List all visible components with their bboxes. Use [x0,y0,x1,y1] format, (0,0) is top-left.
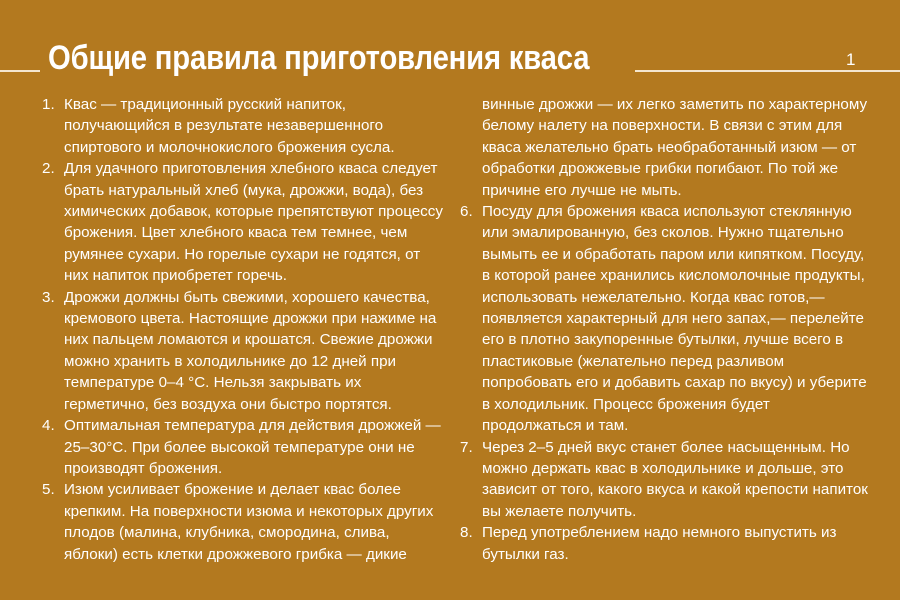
list-item-text: Перед употреблением надо немного выпустить из бутылки газ. [482,524,837,563]
list-item-text: Посуду для брожения кваса используют стеклянную или эмалированную, без сколов. Нужно тщательно вымыть ее и обработать паром или кипятком. Посуду, в которой ранее хранились кисломолочные продукты, использовать нежелательно. Когда квас готов,— появляется характерный для него запах,— перелейте его в плотно закупоренные бутылки, лучше всего в пластиковые (желательно перед разливом попробовать его и добавить сахар по вкусу) и уберите в холодильник. Процесс брожения будет продолжаться и там. [482,203,867,435]
title-rule-right [635,70,900,72]
list-item-number: 8. [460,524,473,542]
list-item-text: Изюм усиливает брожение и делает квас более крепким. На поверхности изюма и некоторых других плодов (малина, клубника, смородина, слива, яблоки) есть клетки дрожжевого грибка — дикие [64,481,434,563]
list-item-number: 5. [42,481,55,499]
left-column-list [42,94,447,565]
list-item-text: Дрожжи должны быть свежими, хорошего качества, кремового цвета. Настоящие дрожжи при нажиме на них пальцем ломаются и крошатся. Свежие дрожжи можно хранить в холодильнике до 12 дней при температуре 0–4 °C. Нельзя закрывать их герметично, без воздуха они быстро портятся. [64,288,437,413]
list-item-text: Квас — традиционный русский напиток, получающийся в результате незавершенного спиртового и молочнокислого брожения сусла. [64,96,395,156]
list-item [42,158,447,286]
list-item-number: 2. [42,160,55,178]
list-item-text: Оптимальная температура для действия дрожжей — 25–30°C. При более высокой температуре они не производят брожения. [64,417,441,477]
list-item [460,201,870,436]
list-item [42,415,447,479]
list-item [460,437,870,523]
list-item [42,287,447,415]
list-item-number: 4. [42,417,55,435]
list-item [42,479,447,565]
list-item-text: Через 2–5 дней вкус станет более насыщенным. Но можно держать квас в холодильнике и дольше, это зависит от того, какого вкуса и какой крепости напиток вы желаете получить. [482,438,868,520]
list-item-number: 1. [42,96,55,113]
page-number: 1 [846,50,856,69]
list-item [42,94,447,158]
list-item-number: 6. [460,203,473,221]
list-item-text: Для удачного приготовления хлебного кваса следует брать натуральный хлеб (мука, дрожжи, вода), без химических добавок, которые препятствуют процессу брожения. Цвет хлебного кваса тем темнее, чем румянее сухари. Но горелые сухари не годятся, от них напиток приобретет горечь. [64,160,443,285]
list-item-text: винные дрожжи — их легко заметить по характерному белому налету на поверхности. В связи с этим для кваса желательно брать необработанный изюм — от обработки дрожжевые грибки погибают. По той же причине его лучше не мыть. [482,96,868,199]
list-item-number: 7. [460,438,473,456]
list-item [460,522,870,565]
right-column-list [460,94,870,565]
page-title: Общие правила приготовления кваса [48,39,590,77]
title-rule-left [0,70,40,72]
list-item-continuation [460,94,870,201]
list-item-number: 3. [42,288,55,306]
